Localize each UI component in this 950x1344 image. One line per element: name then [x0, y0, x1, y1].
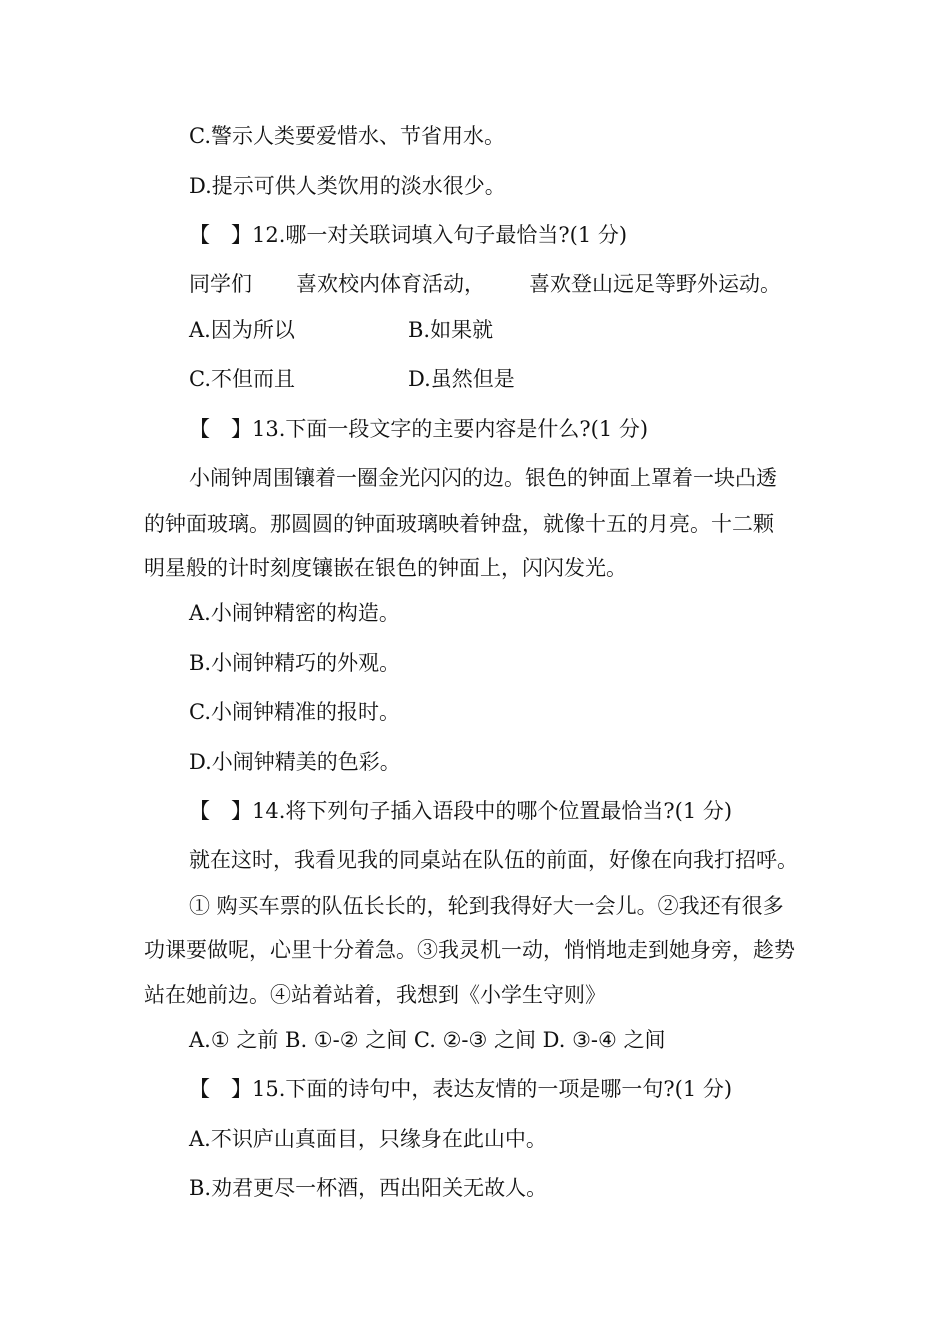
q13-option-c: C.小闹钟精准的报时。 [189, 700, 400, 724]
q14-sentence: 就在这时，我看见我的同桌站在队伍的前面，好像在向我打招呼。 [189, 848, 798, 872]
q12-sentence-part1: 同学们 [189, 272, 252, 296]
q12-sentence-part2: 喜欢校内体育活动， [296, 272, 485, 296]
q11-option-d: D.提示可供人类饮用的淡水很少。 [189, 174, 506, 198]
q13-stem: 【 】13.下面一段文字的主要内容是什么?(1 分) [189, 417, 649, 441]
q15-option-a: A.不识庐山真面目，只缘身在此山中。 [189, 1127, 547, 1151]
q13-passage-line: 明星般的计时刻度镶嵌在银色的钟面上，闪闪发光。 [144, 556, 627, 580]
q14-passage-line: 功课要做呢，心里十分着急。③我灵机一动，悄悄地走到她身旁，趁势 [144, 938, 795, 962]
q12-option-b: B.如果就 [408, 318, 494, 342]
q13-option-a: A.小闹钟精密的构造。 [189, 601, 400, 625]
q12-option-c: C.不但而且 [189, 367, 295, 391]
q13-passage-line: 的钟面玻璃。那圆圆的钟面玻璃映着钟盘，就像十五的月亮。十二颗 [144, 512, 774, 536]
q13-passage-line: 小闹钟周围镶着一圈金光闪闪的边。银色的钟面上罩着一块凸透 [189, 466, 777, 490]
q12-sentence-part3: 喜欢登山远足等野外运动。 [529, 272, 781, 296]
q12-option-d: D.虽然但是 [408, 367, 515, 391]
q15-option-b: B.劝君更尽一杯酒，西出阳关无故人。 [189, 1176, 548, 1200]
q15-stem: 【 】15.下面的诗句中，表达友情的一项是哪一句?(1 分) [189, 1077, 733, 1101]
q14-passage-line: 站在她前边。④站着站着，我想到《小学生守则》 [144, 983, 606, 1007]
q14-options: A.① 之前 B. ①-② 之间 C. ②-③ 之间 D. ③-④ 之间 [189, 1028, 666, 1052]
q14-passage-line: ① 购买车票的队伍长长的，轮到我得好大一会儿。②我还有很多 [189, 894, 784, 918]
q13-option-d: D.小闹钟精美的色彩。 [189, 750, 401, 774]
q12-sentence [189, 269, 781, 299]
q14-stem: 【 】14.将下列句子插入语段中的哪个位置最恰当?(1 分) [189, 799, 733, 823]
q12-option-a: A.因为所以 [189, 318, 295, 342]
q11-option-c: C.警示人类要爱惜水、节省用水。 [189, 124, 505, 148]
q13-option-b: B.小闹钟精巧的外观。 [189, 651, 401, 675]
q12-stem: 【 】12.哪一对关联词填入句子最恰当?(1 分) [189, 223, 628, 247]
